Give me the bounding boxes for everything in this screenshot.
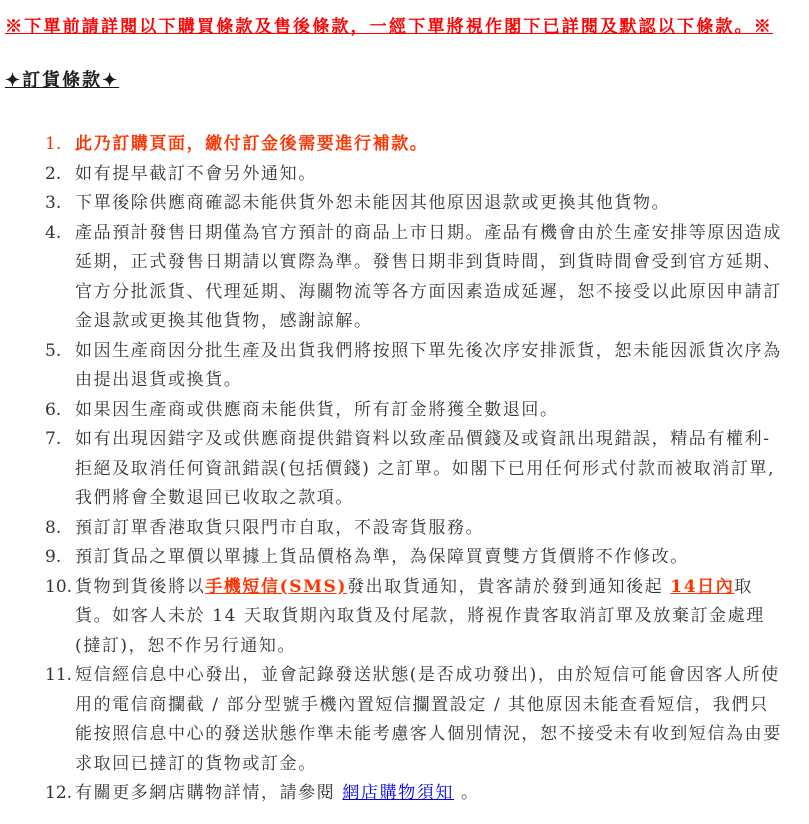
term-item [45, 661, 809, 779]
term-item [45, 425, 809, 514]
term-number: 5. [45, 340, 62, 361]
term-item [45, 779, 809, 809]
shop-guide-link[interactable]: 網店購物須知 [342, 783, 455, 803]
term-number: 7. [45, 429, 62, 449]
term-item [45, 573, 809, 662]
term-number: 4. [45, 222, 62, 243]
term-number: 10. [45, 576, 73, 597]
term-number: 2. [45, 163, 62, 184]
term-text [75, 661, 785, 779]
emphasized-text: 此乃訂購頁面，繳付訂金後需要進行補款。 [75, 134, 429, 154]
term-text [75, 160, 785, 190]
term-segment: 有關更多網店購物詳情，請參閱 [75, 783, 343, 803]
term-segment: 取貨。如客人未於 14 天取貨期內取貨及付尾款，將視作貴客取消訂單及放棄訂金處理(撻訂)，恕不作另行通知。 [75, 576, 765, 656]
term-text [75, 189, 785, 219]
term-segment: 短信經信息中心發出，並會記錄發送狀態(是否成功發出)，由於短信可能會因客人所使用的電信商攔截 / 部分型號手機內置短信攔置設定 / 其他原因未能查看短信，我們只能按照信息中心的發送狀態作準未能考慮客人個別情況，恕不接受未有收到短信為由要求取回已撻訂的貨物或訂金。 [75, 665, 782, 774]
term-text [75, 573, 785, 662]
terms-list [45, 130, 809, 809]
term-segment: 產品預計發售日期僅為官方預計的商品上市日期。產品有機會由於生產安排等原因造成延期，正式發售日期請以實際為準。發售日期非到貨時間，到貨時間會受到官方延期、官方分批派貨、代理延期、海關物流等各方面因素造成延遲，恕不接受以此原因申請訂金退款或更換其他貨物，感謝諒解。 [75, 222, 782, 331]
term-number: 12. [45, 783, 73, 803]
term-segment: 如因生產商因分批生產及出貨我們將按照下單先後次序安排派貨，恕未能因派貨次序為由提出退貨或換貨。 [75, 340, 782, 390]
header-notice: ※下單前請詳閱以下購買條款及售後條款，一經下單將視作閣下已詳閱及默認以下條款。※ [5, 17, 773, 37]
term-item [45, 514, 809, 544]
term-text [75, 425, 785, 514]
term-item [45, 337, 809, 396]
term-segment: 如果因生產商或供應商未能供貨，所有訂金將獲全數退回。 [75, 399, 559, 420]
term-item [45, 543, 809, 573]
term-text [75, 130, 785, 160]
term-item [45, 396, 809, 426]
term-segment: 下單後除供應商確認未能供貨外恕未能因其他原因退款或更換其他貨物。 [75, 193, 671, 213]
term-text [75, 779, 785, 809]
term-number: 11. [45, 665, 73, 685]
highlighted-text: 14日內 [670, 576, 735, 597]
terms-page [0, 12, 809, 824]
highlighted-text: 手機短信(SMS) [205, 576, 348, 597]
term-segment: 貨物到貨後將以 [75, 576, 206, 597]
term-segment: 。 [454, 783, 480, 803]
term-item [45, 219, 809, 337]
term-item [45, 189, 809, 219]
term-item [45, 130, 809, 160]
term-text [75, 396, 785, 426]
term-text [75, 219, 785, 337]
term-number: 1. [45, 134, 62, 154]
term-number: 3. [45, 193, 62, 213]
term-text [75, 337, 785, 396]
term-segment: 預訂訂單香港取貨只限門市自取，不設寄貨服務。 [75, 517, 485, 538]
term-segment: 預訂貨品之單價以單據上貨品價格為準，為保障買賣雙方貨價將不作修改。 [75, 547, 689, 567]
term-item [45, 160, 809, 190]
term-segment: 發出取貨通知，貴客請於發到通知後起 [347, 576, 671, 597]
section-title: ✦訂貨條款✦ [5, 70, 120, 91]
term-text [75, 514, 785, 544]
term-number: 9. [45, 547, 62, 567]
term-segment: 如有出現因錯字及或供應商提供錯資料以致產品價錢及或資訊出現錯誤，精品有權利-拒絕及取消任何資訊錯誤(包括價錢) 之訂單。如閣下已用任何形式付款而被取消訂單,我們將會全數退回已收取之款項。 [75, 429, 776, 508]
term-number: 6. [45, 399, 62, 420]
term-segment: 如有提早截訂不會另外通知。 [75, 163, 317, 184]
term-number: 8. [45, 517, 62, 538]
term-text [75, 543, 785, 573]
